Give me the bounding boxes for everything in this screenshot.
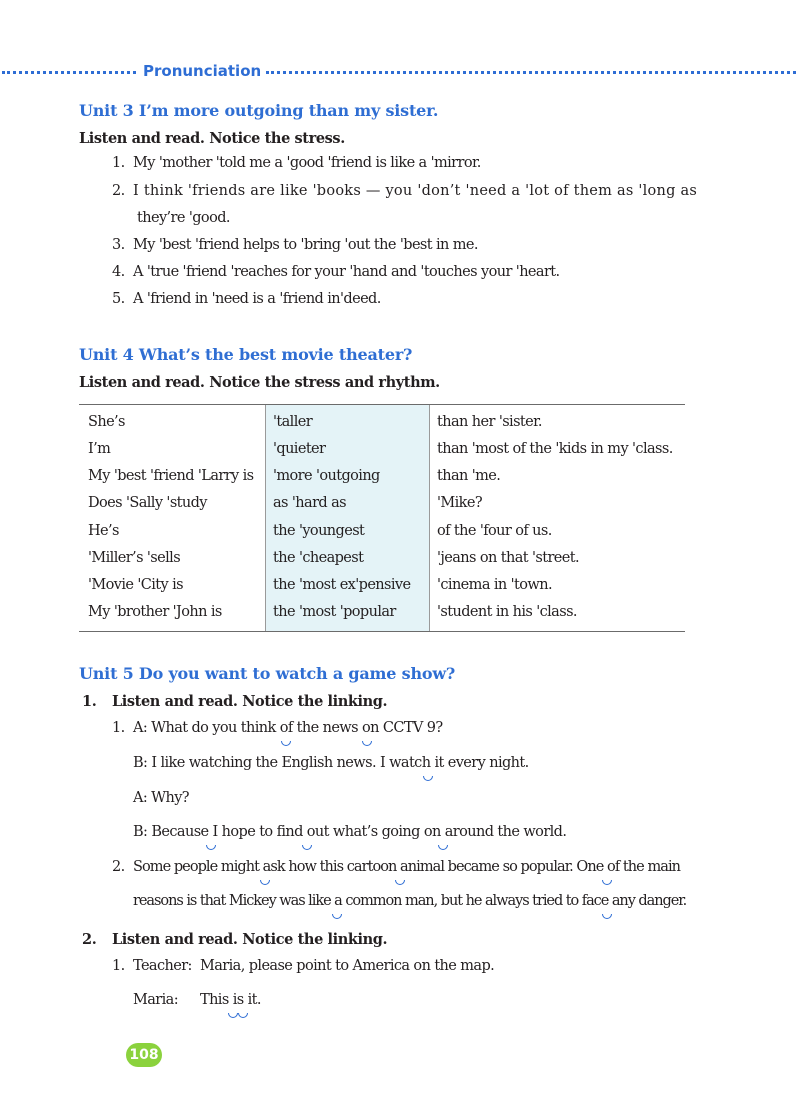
linking-mark xyxy=(362,741,372,746)
table-cell: than 'most of the 'kids in my 'class. xyxy=(437,441,673,457)
linking-mark xyxy=(238,1013,248,1018)
table-cell: She’s xyxy=(88,414,125,430)
linking-mark xyxy=(206,845,216,850)
table-cell: than her 'sister. xyxy=(437,414,542,430)
page-number: 108 xyxy=(126,1043,162,1067)
unit5-title: Unit 5 Do you want to watch a game show? xyxy=(79,664,456,683)
unit3-title: Unit 3 I’m more outgoing than my sister. xyxy=(79,101,439,120)
table-cell: the 'cheapest xyxy=(273,550,364,566)
table-bottom-rule xyxy=(79,631,685,632)
table-cell: 'Mike? xyxy=(437,495,483,511)
table-cell: 'Miller’s 'sells xyxy=(88,550,181,566)
unit5-dialog-line: B: Because I hope to find out what’s going on around the world. xyxy=(133,824,567,840)
table-cell: Does 'Sally 'study xyxy=(88,495,207,511)
header-dots-left xyxy=(2,71,136,74)
table-cell: 'taller xyxy=(273,414,313,430)
unit5-passage-line: reasons is that Mickey was like a common man, but he always tried to face any danger. xyxy=(133,893,687,909)
table-highlight-column xyxy=(265,405,430,631)
table-cell: the 'most 'popular xyxy=(273,604,396,620)
linking-mark xyxy=(260,880,270,885)
linking-mark xyxy=(438,845,448,850)
unit3-instruction: Listen and read. Notice the stress. xyxy=(79,130,345,147)
linking-mark xyxy=(332,914,342,919)
table-cell: I’m xyxy=(88,441,111,457)
table-cell: as 'hard as xyxy=(273,495,346,511)
unit4-instruction: Listen and read. Notice the stress and rhythm. xyxy=(79,374,440,391)
section-header xyxy=(0,62,800,82)
unit3-item-continuation: they’re 'good. xyxy=(137,210,230,226)
table-cell: My 'best 'friend 'Larry is xyxy=(88,468,254,484)
table-cell: than 'me. xyxy=(437,468,501,484)
header-dots-right xyxy=(266,71,796,74)
table-cell: 'student in his 'class. xyxy=(437,604,577,620)
linking-mark xyxy=(602,914,612,919)
unit5-part1-instruction: 1. Listen and read. Notice the linking. xyxy=(82,693,388,710)
linking-mark xyxy=(302,845,312,850)
linking-mark xyxy=(228,1013,238,1018)
linking-mark xyxy=(423,776,433,781)
unit5-dialog-line: B: I like watching the English news. I watch it every night. xyxy=(133,755,529,771)
unit4-title: Unit 4 What’s the best movie theater? xyxy=(79,345,413,364)
linking-mark xyxy=(281,741,291,746)
table-cell: the 'most ex'pensive xyxy=(273,577,411,593)
table-cell: 'Movie 'City is xyxy=(88,577,184,593)
table-cell: 'more 'outgoing xyxy=(273,468,380,484)
stress-rhythm-table xyxy=(79,404,685,633)
table-cell: the 'youngest xyxy=(273,523,365,539)
table-cell: of the 'four of us. xyxy=(437,523,552,539)
unit5-dialog-line: Maria: This is it. xyxy=(133,992,261,1008)
table-cell: 'jeans on that 'street. xyxy=(437,550,580,566)
unit5-part2-instruction: 2. Listen and read. Notice the linking. xyxy=(82,931,388,948)
table-cell: He’s xyxy=(88,523,119,539)
unit5-dialog-line: A: Why? xyxy=(133,790,189,806)
table-cell: 'cinema in 'town. xyxy=(437,577,552,593)
table-cell: My 'brother 'John is xyxy=(88,604,222,620)
linking-mark xyxy=(602,880,612,885)
section-title: Pronunciation xyxy=(143,62,262,80)
linking-mark xyxy=(395,880,405,885)
table-cell: 'quieter xyxy=(273,441,326,457)
